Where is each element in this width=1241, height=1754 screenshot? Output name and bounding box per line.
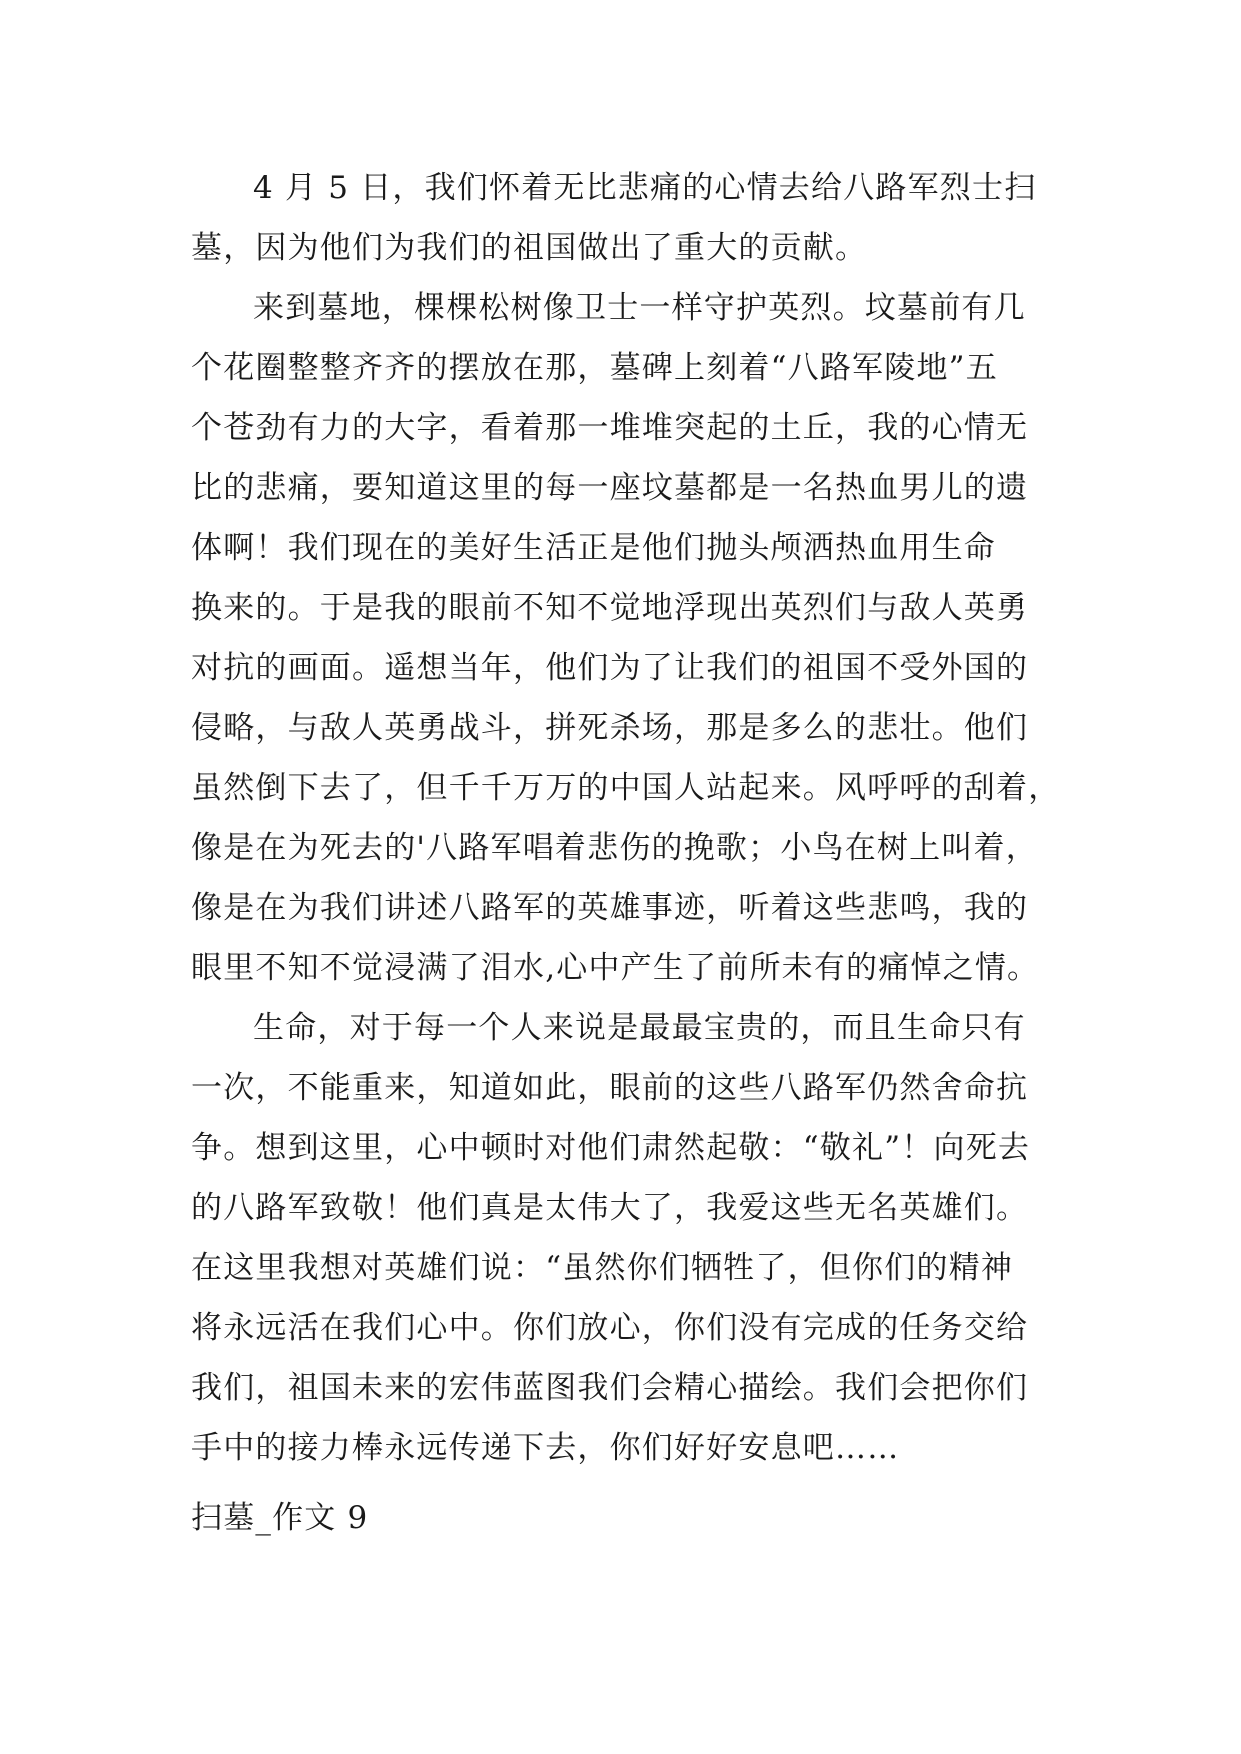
- essay-line: 墓，因为他们为我们的祖国做出了重大的贡献。: [191, 230, 868, 266]
- essay-line: 我们，祖国未来的宏伟蓝图我们会精心描绘。我们会把你们: [191, 1370, 1029, 1406]
- essay-line: 争。想到这里，心中顿时对他们肃然起敬：“敬礼”！向死去: [191, 1130, 1031, 1166]
- next-essay-heading: 扫墓_作文 9: [191, 1500, 369, 1536]
- essay-line: 侵略，与敌人英勇战斗，拼死杀场，那是多么的悲壮。他们: [191, 710, 1029, 746]
- essay-line: 来到墓地，棵棵松树像卫士一样守护英烈。坟墓前有几: [253, 290, 1026, 326]
- essay-line: 虽然倒下去了，但千千万万的中国人站起来。风呼呼的刮着，: [191, 770, 1061, 806]
- essay-line: 生命，对于每一个人来说是最最宝贵的，而且生命只有: [253, 1010, 1026, 1046]
- essay-line: 一次，不能重来，知道如此，眼前的这些八路军仍然舍命抗: [191, 1070, 1029, 1106]
- essay-line: 对抗的画面。遥想当年，他们为了让我们的祖国不受外国的: [191, 650, 1029, 686]
- essay-line: 像是在为死去的'八路军唱着悲伤的挽歌；小鸟在树上叫着，: [191, 830, 1038, 866]
- essay-line: 的八路军致敬！他们真是太伟大了，我爱这些无名英雄们。: [191, 1190, 1029, 1226]
- essay-line: 在这里我想对英雄们说：“虽然你们牺牲了，但你们的精神: [191, 1250, 1014, 1286]
- essay-line: 体啊！我们现在的美好生活正是他们抛头颅洒热血用生命: [191, 530, 996, 566]
- essay-line: 个苍劲有力的大字，看着那一堆堆突起的土丘，我的心情无: [191, 410, 1029, 446]
- essay-line: 4 月 5 日，我们怀着无比悲痛的心情去给八路军烈士扫: [253, 170, 1037, 206]
- essay-line: 个花圈整整齐齐的摆放在那，墓碑上刻着“八路军陵地”五: [191, 350, 998, 386]
- essay-line: 像是在为我们讲述八路军的英雄事迹，听着这些悲鸣，我的: [191, 890, 1029, 926]
- essay-line: 换来的。于是我的眼前不知不觉地浮现出英烈们与敌人英勇: [191, 590, 1029, 626]
- essay-line: 比的悲痛，要知道这里的每一座坟墓都是一名热血男儿的遗: [191, 470, 1029, 506]
- essay-line: 手中的接力棒永远传递下去，你们好好安息吧……: [191, 1430, 900, 1466]
- essay-line: 将永远活在我们心中。你们放心，你们没有完成的任务交给: [191, 1310, 1029, 1346]
- essay-line: 眼里不知不觉浸满了泪水,心中产生了前所未有的痛悼之情。: [191, 950, 1040, 986]
